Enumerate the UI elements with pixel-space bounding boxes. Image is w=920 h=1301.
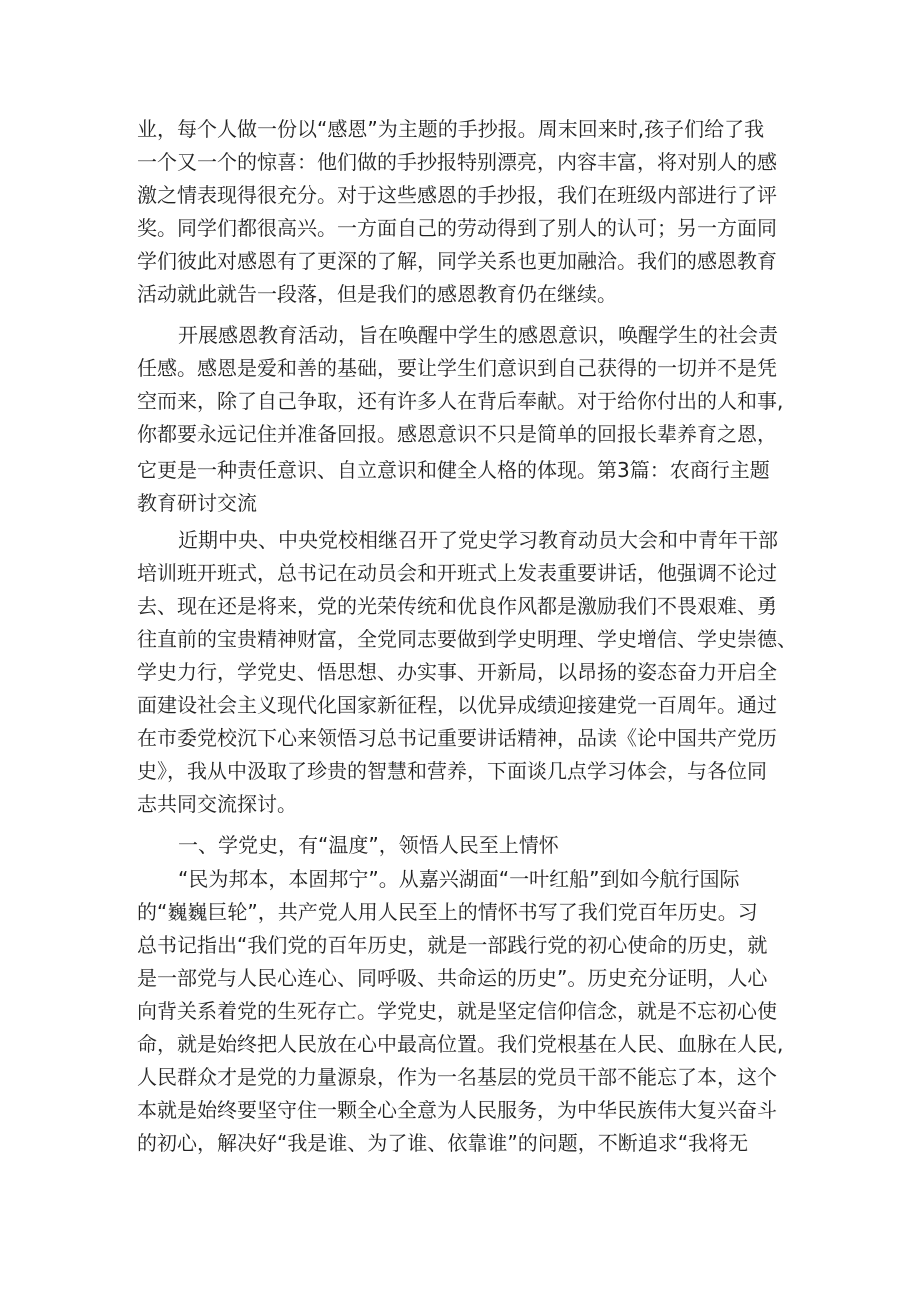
- text-line: 教育研讨交流: [137, 491, 257, 515]
- text-line: 向背关系着党的生死存亡。学党史，就是坚定信仰信念，就是不忘初心使: [137, 999, 777, 1023]
- section-heading: 一、学党史，有“温度”，领悟人民至上情怀: [178, 833, 559, 857]
- text-line: 空而来，除了自己争取，还有许多人在背后奉献。对于给你付出的人和事,: [137, 389, 784, 413]
- text-line: 命，就是始终把人民放在心中最高位置。我们党根基在人民、血脉在人民,: [137, 1032, 784, 1056]
- text-line: 在市委党校沉下心来领悟习总书记重要讲话精神，品读《论中国共产党历: [137, 726, 777, 750]
- text-line: 学史力行，学党史、悟思想、办实事、开新局，以昂扬的姿态奋力开启全: [137, 660, 777, 684]
- text-line: 学们彼此对感恩有了更深的了解，同学关系也更加融洽。我们的感恩教育: [137, 249, 777, 273]
- text-line: 往直前的宝贵精神财富，全党同志要做到学史明理、学史增信、学史崇德、: [137, 627, 797, 651]
- text-line: 活动就此就告一段落，但是我们的感恩教育仍在继续。: [137, 282, 617, 306]
- text-line: 总书记指出“我们党的百年历史，就是一部践行党的初心使命的历史，就: [137, 933, 768, 957]
- text-line: 一个又一个的惊喜：他们做的手抄报特别漂亮，内容丰富，将对别人的感: [137, 150, 777, 174]
- paragraph-first-line: 开展感恩教育活动，旨在唤醒中学生的感恩意识，唤醒学生的社会责: [178, 323, 778, 347]
- text-line: 奖。同学们都很高兴。一方面自己的劳动得到了别人的认可；另一方面同: [137, 216, 777, 240]
- text-line: 是一部党与人民心连心、同呼吸、共命运的历史”。历史充分证明，人心: [137, 966, 768, 990]
- text-line: 面建设社会主义现代化国家新征程，以优异成绩迎接建党一百周年。通过: [137, 693, 777, 717]
- text-line: 本就是始终要坚守住一颗全心全意为人民服务，为中华民族伟大复兴奋斗: [137, 1098, 777, 1122]
- text-line: 培训班开班式，总书记在动员会和开班式上发表重要讲话，他强调不论过: [137, 561, 777, 585]
- text-line: 去、现在还是将来，党的光荣传统和优良作风都是激励我们不畏艰难、勇: [137, 594, 777, 618]
- text-line: 激之情表现得很充分。对于这些感恩的手抄报，我们在班级内部进行了评: [137, 183, 777, 207]
- text-line: 业，每个人做一份以“感恩”为主题的手抄报。周末回来时,孩子们给了我: [137, 117, 765, 141]
- text-line: 任感。感恩是爱和善的基础，要让学生们意识到自己获得的一切并不是凭: [137, 356, 777, 380]
- text-line: 的“巍巍巨轮”，共产党人用人民至上的情怀书写了我们党百年历史。习: [137, 900, 758, 924]
- text-line: 志共同交流探讨。: [137, 792, 297, 816]
- text-line: 人民群众才是党的力量源泉，作为一名基层的党员干部不能忘了本，这个: [137, 1065, 777, 1089]
- text-line: 它更是一种责任意识、自立意识和健全人格的体现。第3篇：农商行主题: [137, 458, 770, 482]
- text-line: 的初心，解决好“我是谁、为了谁、依靠谁”的问题，不断追求“我将无: [137, 1131, 749, 1155]
- text-line: 你都要永远记住并准备回报。感恩意识不只是简单的回报长辈养育之恩，: [137, 422, 777, 446]
- paragraph-first-line: 近期中央、中央党校相继召开了党史学习教育动员大会和中青年干部: [178, 528, 778, 552]
- paragraph-first-line: “民为邦本，本固邦宁”。从嘉兴湖面“一叶红船”到如今航行国际: [178, 867, 740, 891]
- text-line: 史》，我从中汲取了珍贵的智慧和营养，下面谈几点学习体会，与各位同: [137, 759, 767, 783]
